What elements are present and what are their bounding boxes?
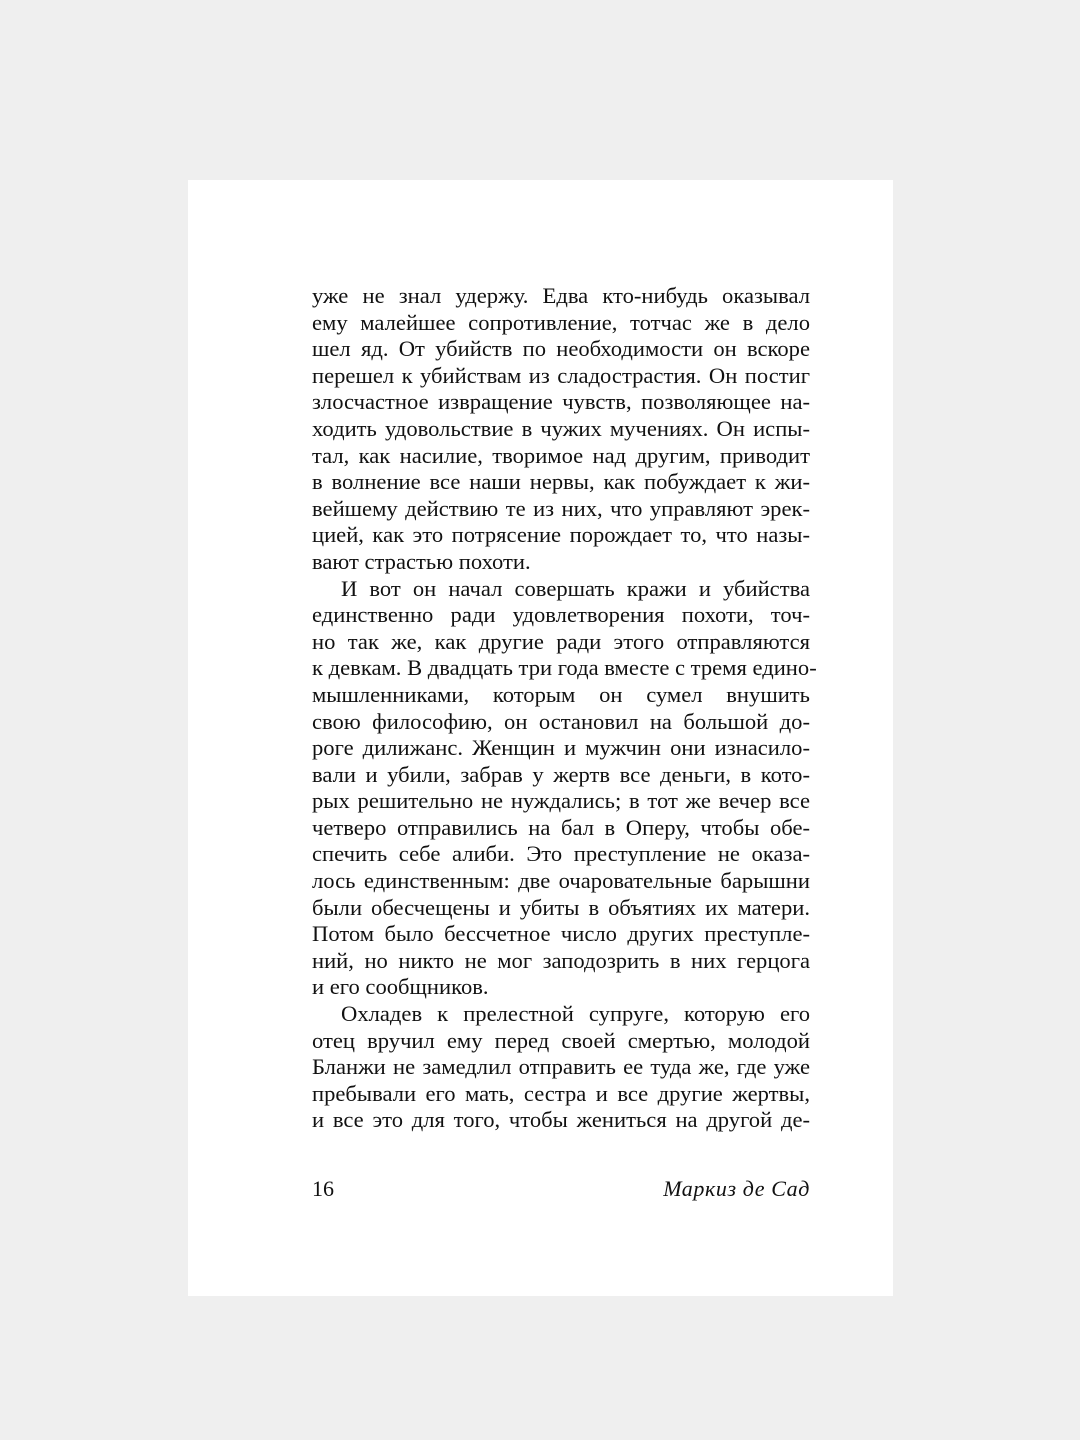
text-line: цией, как это потрясение порождает то, что назы- [312, 522, 810, 548]
page-footer [312, 1175, 810, 1203]
text-line: отец вручил ему перед своей смертью, молодой [312, 1027, 810, 1053]
text-line: в волнение все наши нервы, как побуждает к жи- [312, 469, 810, 495]
text-line: вейшему действию те из них, что управляют эрек- [312, 495, 810, 521]
text-line: тал, как насилие, творимое над другим, приводит [312, 442, 810, 468]
text-line: вают страстью похоти. [312, 548, 531, 574]
text-line: были обесчещены и убиты в объятиях их матери. [312, 894, 810, 920]
text-line: и его сообщников. [312, 974, 489, 1000]
text-line: и все это для того, чтобы жениться на другой де- [312, 1107, 810, 1133]
text-line: но так же, как другие ради этого отправляются [312, 628, 810, 654]
text-line: лось единственным: две очаровательные барышни [312, 868, 810, 894]
text-line: уже не знал удержу. Едва кто-нибудь оказывал [312, 283, 810, 308]
text-line: ходить удовольствие в чужих мучениях. Он испы- [312, 415, 810, 441]
text-line: ний, но никто не мог заподозрить в них герцога [312, 947, 810, 973]
page-number: 16 [312, 1176, 334, 1201]
paragraph-3 [312, 1001, 810, 1134]
text-line: ему малейшее сопротивление, тотчас же в дело [312, 309, 810, 335]
text-line: пребывали его мать, сестра и все другие жертвы, [312, 1080, 810, 1106]
text-line: спечить себе алиби. Это преступление не оказа- [312, 841, 810, 867]
text-line: роге дилижанс. Женщин и мужчин они изнасило- [312, 735, 810, 761]
text-line: вали и убили, забрав у жертв все деньги, в кото- [312, 761, 810, 787]
text-line: И вот он начал совершать кражи и убийства [341, 575, 810, 601]
text-line: рых решительно не нуждались; в тот же вечер все [312, 788, 810, 814]
book-page [188, 180, 893, 1296]
text-line: единственно ради удовлетворения похоти, точ- [312, 602, 810, 628]
text-line: перешел к убийствам из сладострастия. Он постиг [312, 362, 810, 388]
text-line: злосчастное извращение чувств, позволяющее на- [312, 389, 810, 415]
running-author: Маркиз де Сад [663, 1176, 810, 1201]
text-line: шел яд. От убийств по необходимости он вскоре [312, 336, 810, 362]
text-line: четверо отправились на бал в Оперу, чтобы обе- [312, 814, 810, 840]
text-line: мышленниками, которым он сумел внушить [312, 681, 810, 707]
text-line: Охладев к прелестной супруге, которую его [341, 1001, 810, 1027]
text-line: Потом было бессчетное число других преступле- [312, 921, 810, 947]
paragraph-1 [312, 283, 810, 576]
body-text [312, 283, 817, 1134]
text-line: свою философию, он остановил на большой до- [312, 708, 810, 734]
text-line: Бланжи не замедлил отправить ее туда же, где уже [312, 1054, 810, 1080]
paragraph-2 [312, 575, 817, 1002]
text-line: к девкам. В двадцать три года вместе с тремя едино- [312, 655, 817, 681]
